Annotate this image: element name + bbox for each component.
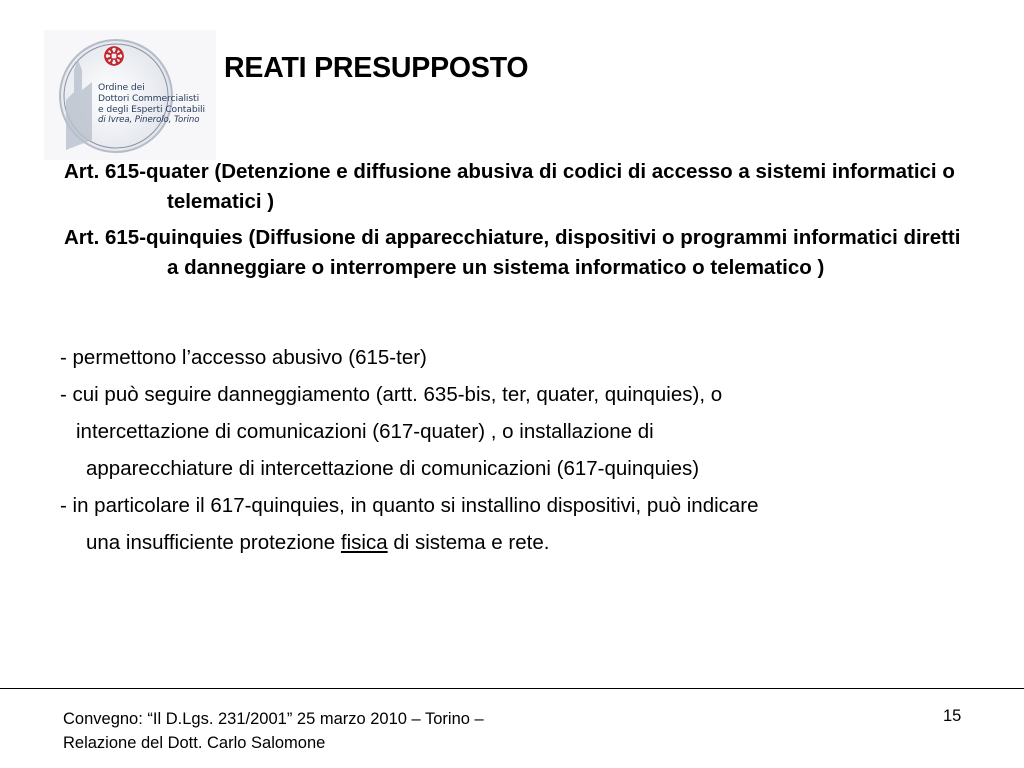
footer-caption (63, 707, 484, 755)
footer-line-1: Convegno: “Il D.Lgs. 231/2001” 25 marzo 2010 – Torino – (63, 710, 484, 728)
bullet-underlined-word: fisica (340, 531, 388, 554)
footer-divider (0, 688, 1024, 689)
article-615-quinquies: Art. 615-quinquies (Diffusione di apparecchiature, dispositivi o programmi informatici diretti a danneggiare o interrompere un sistema informatico o telematico ) (64, 226, 961, 279)
bullet-line-4: apparecchiature di intercettazione di comunicazioni (617-quinquies) (86, 457, 700, 480)
logo-line-4: di Ivrea, Pinerolo, Torino (98, 115, 200, 125)
ordine-logo (44, 30, 216, 160)
bullet-line-6-start: una insufficiente protezione (86, 531, 341, 554)
footer-line-2: Relazione del Dott. Carlo Salomone (63, 734, 326, 752)
bullet-list (60, 339, 980, 561)
bullet-line-5: - in particolare il 617-quinquies, in quanto si installino dispositivi, può indicare (60, 494, 759, 517)
article-list (64, 157, 964, 289)
bullet-line-6-end: di sistema e rete. (387, 531, 550, 554)
logo-line-3: e degli Esperti Contabili (98, 104, 205, 115)
logo-caption (98, 82, 216, 126)
article-615-quater: Art. 615-quater (Detenzione e diffusione abusiva di codici di accesso a sistemi informatici o telematici ) (64, 160, 955, 213)
bullet-line-3: intercettazione di comunicazioni (617-quater) , o installazione di (76, 420, 654, 443)
bullet-line-1: - permettono l’accesso abusivo (615-ter) (60, 346, 427, 369)
slide-title: REATI PRESUPPOSTO (224, 52, 529, 84)
bullet-line-6 (60, 524, 980, 561)
page-number: 15 (943, 707, 962, 725)
logo-line-1: Ordine dei (98, 82, 145, 93)
bullet-line-2: - cui può seguire danneggiamento (artt. 635-bis, ter, quater, quinquies), o (60, 383, 723, 406)
logo-line-2: Dottori Commercialisti (98, 93, 200, 104)
